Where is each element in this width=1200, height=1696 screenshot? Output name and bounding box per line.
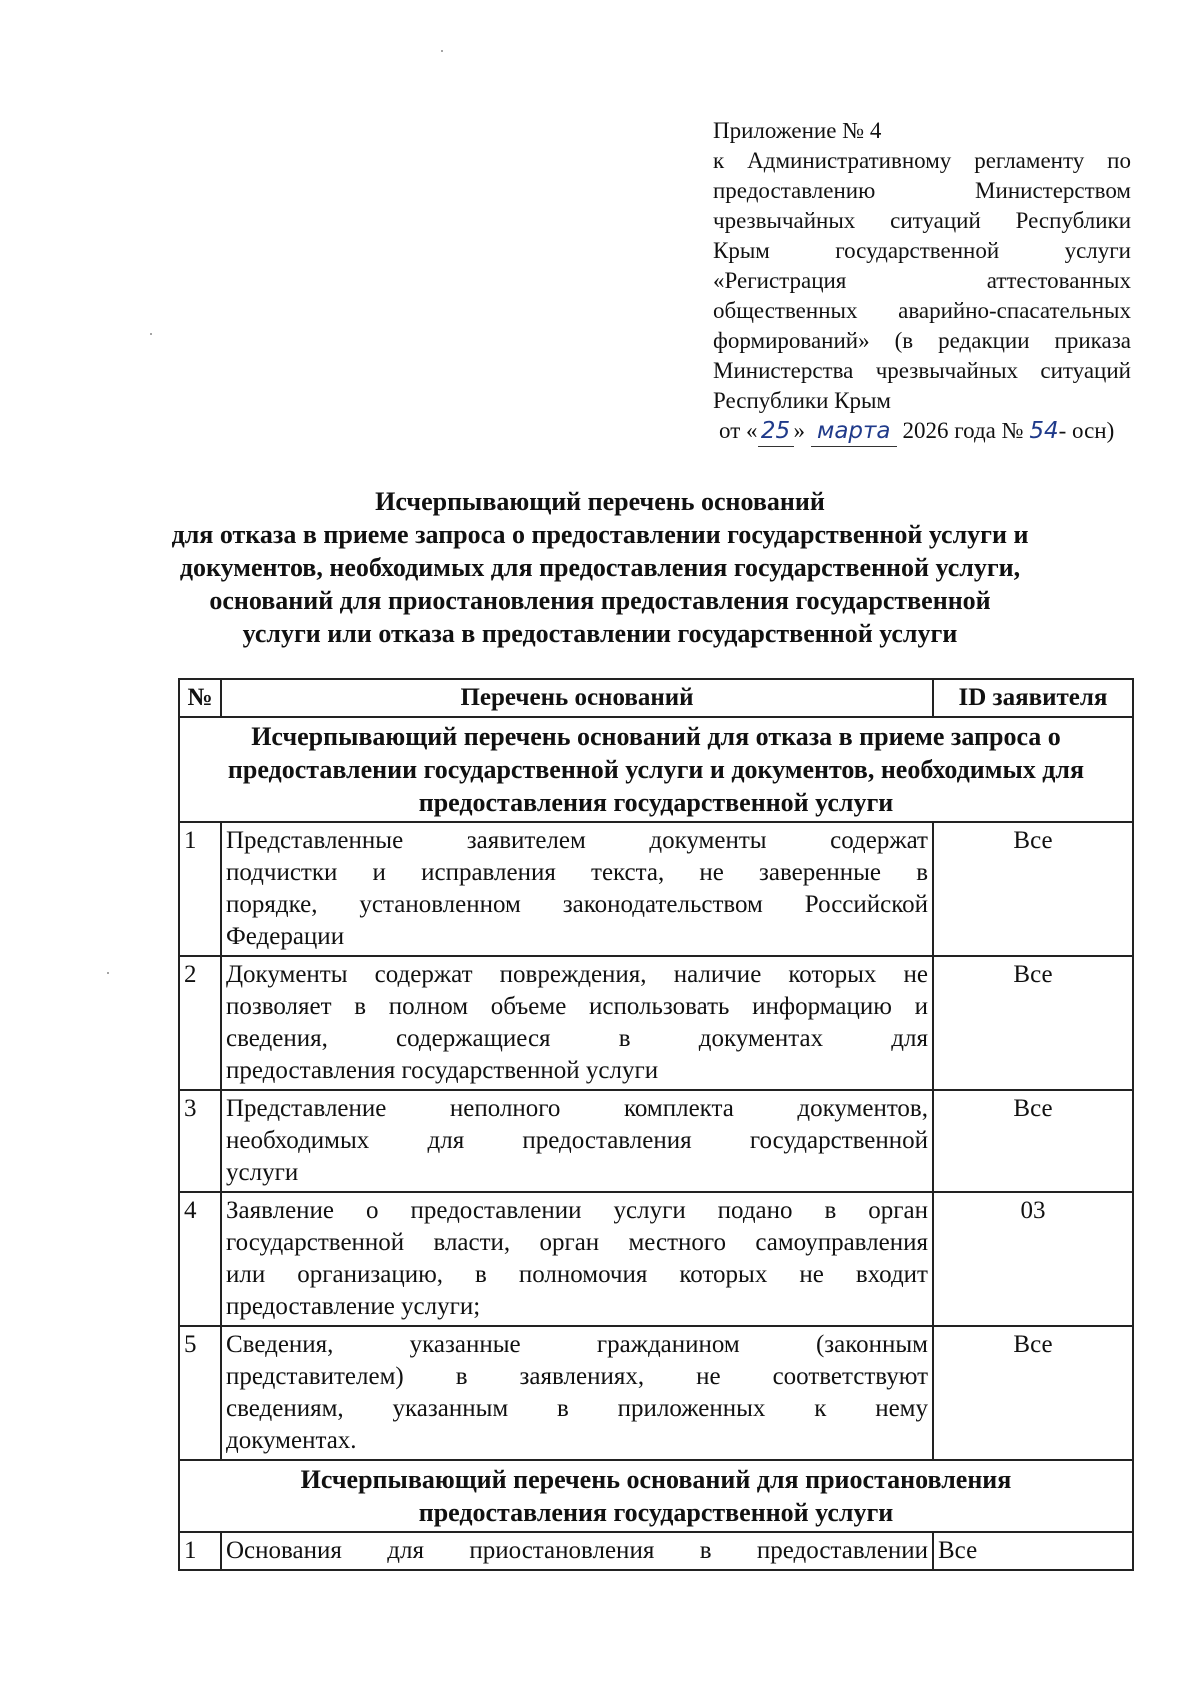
basis-line: предоставление услуги; [226, 1293, 481, 1320]
appendix-line: формирований» (в редакции приказа [713, 328, 1131, 353]
appendix-line: предоставлению Министерством [713, 178, 1131, 203]
section-line: предоставления государственной услуги [418, 788, 894, 817]
row-basis [221, 1532, 933, 1570]
basis-line: Представление неполного комплекта документов, [226, 1095, 928, 1122]
basis-line: Заявление о предоставлении услуги подано в орган [226, 1197, 928, 1224]
handwritten-month: марта [811, 416, 897, 447]
title-line: Исчерпывающий перечень оснований [375, 487, 825, 516]
row-applicant-id: Все [933, 956, 1133, 1090]
appendix-line: Республики Крым [713, 388, 891, 413]
appendix-line: к Административному регламенту по [713, 148, 1131, 173]
table-row [179, 1532, 1133, 1570]
header-applicant-id: ID заявителя [933, 679, 1133, 717]
row-basis [221, 1192, 933, 1326]
row-basis [221, 1090, 933, 1192]
scan-speck [107, 972, 109, 974]
title-line: оснований для приостановления предоставления государственной [209, 586, 991, 615]
date-year: 2026 года № [902, 418, 1024, 443]
basis-line: сведениям, указанным в приложенных к нему [226, 1395, 928, 1422]
appendix-line: Крым государственной услуги [713, 238, 1131, 263]
table-row [179, 956, 1133, 1090]
section-heading-suspension [179, 1460, 1133, 1532]
row-applicant-id: Все [933, 1090, 1133, 1192]
row-number: 2 [179, 956, 221, 1090]
row-applicant-id: 03 [933, 1192, 1133, 1326]
section-line: Исчерпывающий перечень оснований для отказа в приеме запроса о [251, 722, 1061, 751]
basis-line: необходимых для предоставления государственной [226, 1127, 928, 1154]
row-applicant-id: Все [933, 1532, 1133, 1570]
basis-line: Представленные заявителем документы содержат [226, 827, 928, 854]
date-mid: » [793, 418, 805, 443]
basis-line: предоставления государственной услуги [226, 1057, 659, 1084]
scan-speck [150, 333, 152, 335]
row-basis [221, 822, 933, 956]
title-line: для отказа в приеме запроса о предоставлении государственной услуги и [171, 520, 1029, 549]
basis-line: порядке, установленном законодательством Российской [226, 891, 928, 918]
basis-line: сведения, содержащиеся в документах для [226, 1025, 928, 1052]
basis-line: представителем) в заявлениях, не соответствуют [226, 1363, 928, 1390]
scan-speck [441, 50, 443, 52]
basis-line: позволяет в полном объеме использовать информацию и [226, 993, 928, 1020]
row-basis [221, 1326, 933, 1460]
table-header-row [179, 679, 1133, 717]
row-number: 5 [179, 1326, 221, 1460]
appendix-line: общественных аварийно-спасательных [713, 298, 1131, 323]
section-row [179, 717, 1133, 822]
row-number: 4 [179, 1192, 221, 1326]
table-row [179, 1326, 1133, 1460]
appendix-line: чрезвычайных ситуаций Республики [713, 208, 1131, 233]
appendix-line: Приложение № 4 [713, 118, 882, 143]
date-suffix: - осн) [1058, 418, 1115, 443]
grounds-table [178, 678, 1134, 1571]
row-number: 1 [179, 1532, 221, 1570]
row-number: 3 [179, 1090, 221, 1192]
header-number: № [179, 679, 221, 717]
date-prefix: от « [719, 418, 758, 443]
basis-line: услуги [226, 1159, 299, 1186]
order-date-line [713, 416, 1131, 447]
title-line: услуги или отказа в предоставлении государственной услуги [242, 619, 958, 648]
table-row [179, 822, 1133, 956]
appendix-line: «Регистрация аттестованных [713, 268, 1131, 293]
basis-line: государственной власти, орган местного самоуправления [226, 1229, 928, 1256]
table-row [179, 1192, 1133, 1326]
row-applicant-id: Все [933, 1326, 1133, 1460]
basis-line: Документы содержат повреждения, наличие которых не [226, 961, 928, 988]
table-row [179, 1090, 1133, 1192]
basis-line: Федерации [226, 923, 345, 950]
handwritten-day: 25 [758, 416, 794, 447]
appendix-line: Министерства чрезвычайных ситуаций [713, 358, 1131, 383]
basis-line: подчистки и исправления текста, не заверенные в [226, 859, 928, 886]
title-line: документов, необходимых для предоставления государственной услуги, [179, 553, 1021, 582]
basis-line: или организацию, в полномочия которых не входит [226, 1261, 928, 1288]
basis-line: Сведения, указанные гражданином (законным [226, 1331, 928, 1358]
document-title [160, 485, 1040, 650]
handwritten-order-number: 54 [1029, 418, 1059, 444]
basis-line: документах. [226, 1427, 357, 1454]
row-applicant-id: Все [933, 822, 1133, 956]
basis-line: Основания для приостановления в предоставлении [226, 1537, 928, 1564]
row-number: 1 [179, 822, 221, 956]
section-line: Исчерпывающий перечень оснований для приостановления [300, 1465, 1012, 1494]
section-line: предоставлении государственной услуги и документов, необходимых для [227, 755, 1085, 784]
appendix-header [713, 116, 1131, 447]
section-row [179, 1460, 1133, 1532]
row-basis [221, 956, 933, 1090]
section-line: предоставления государственной услуги [418, 1498, 894, 1527]
section-heading-refusal [179, 717, 1133, 822]
header-grounds: Перечень оснований [221, 679, 933, 717]
